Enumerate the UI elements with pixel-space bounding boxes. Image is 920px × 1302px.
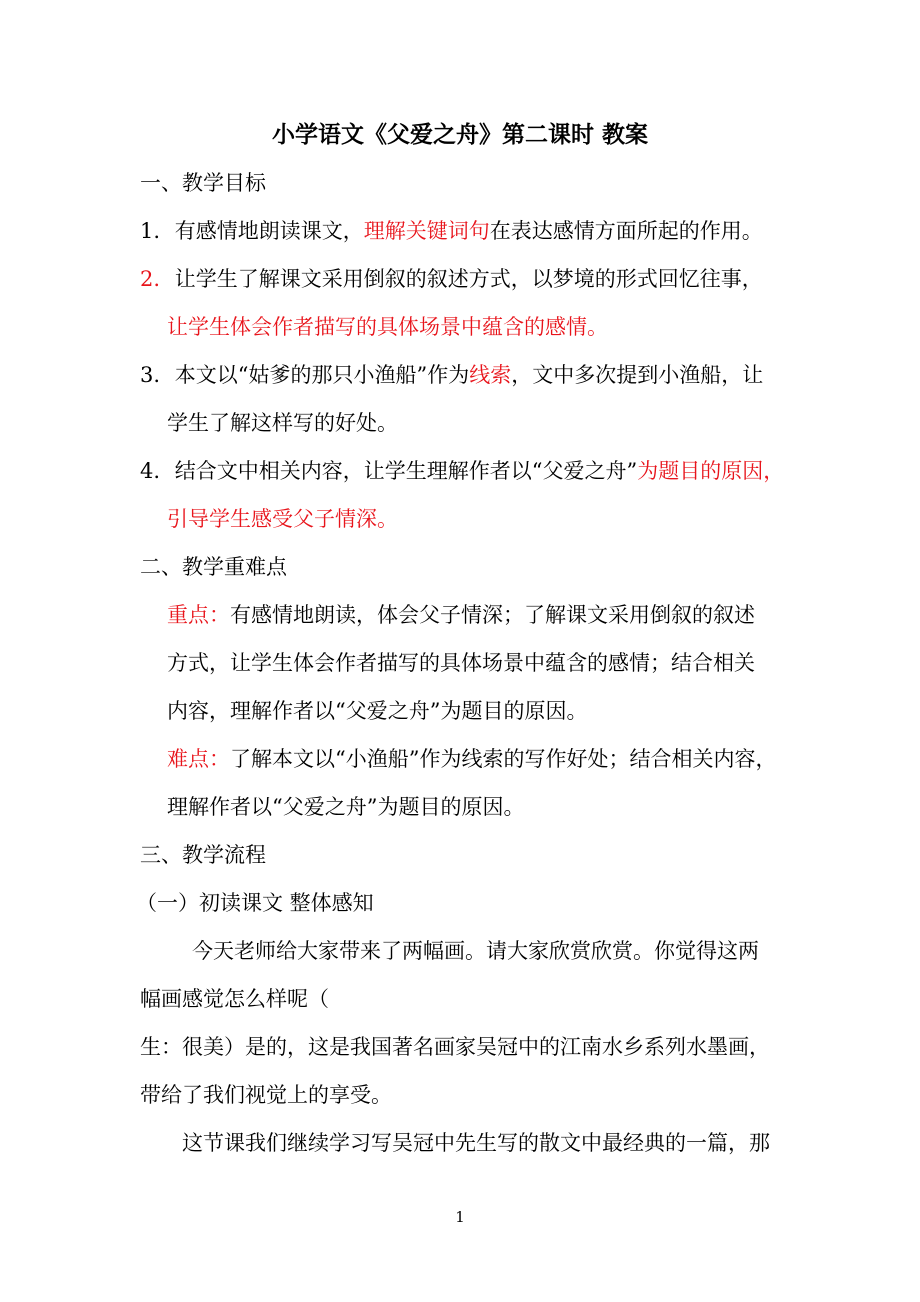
subsection-1-heading: （一）初读课文 整体感知 xyxy=(136,891,374,915)
paragraph-1-line2: 幅画感觉怎么样呢（ xyxy=(140,987,329,1011)
objective-3-number: 3. xyxy=(140,363,161,387)
objective-4-highlight: 为题目的原因， xyxy=(637,459,785,483)
objective-2-line1: 让学生了解课文采用倒叙的叙述方式，以梦境的形式回忆往事， xyxy=(174,267,763,291)
page-number: 1 xyxy=(455,1208,465,1226)
section2-heading: 二、教学重难点 xyxy=(140,555,287,579)
objective-4-text-a: 结合文中相关内容，让学生理解作者以“父爱之舟” xyxy=(174,459,638,483)
difficult-point xyxy=(167,744,776,774)
objective-3-text-a: 本文以“姑爹的那只小渔船”作为 xyxy=(174,363,470,387)
paragraph-1-line4: 带给了我们视觉上的享受。 xyxy=(140,1083,392,1107)
section1-heading: 一、教学目标 xyxy=(140,171,266,195)
objective-2-line2: 让学生体会作者描写的具体场景中蕴含的感情。 xyxy=(167,315,608,339)
objective-2 xyxy=(140,264,763,294)
key-point-line2: 方式，让学生体会作者描写的具体场景中蕴含的感情；结合相关 xyxy=(167,651,755,675)
key-point-label: 重点： xyxy=(167,603,230,627)
objective-1-highlight: 理解关键词句 xyxy=(363,219,490,243)
objective-3-line2: 学生了解这样写的好处。 xyxy=(167,411,398,435)
objective-4-number: 4. xyxy=(140,459,161,483)
objective-3-highlight: 线索 xyxy=(469,363,512,387)
difficult-point-line2: 理解作者以“父爱之舟”为题目的原因。 xyxy=(167,795,525,819)
difficult-point-line1: 了解本文以“小渔船”作为线索的写作好处；结合相关内容， xyxy=(230,747,777,771)
difficult-point-label: 难点： xyxy=(167,747,230,771)
section3-heading: 三、教学流程 xyxy=(140,843,266,867)
page-title: 小学语文《父爱之舟》第二课时 教案 xyxy=(271,121,648,148)
paragraph-1-line3: 生：很美）是的，这是我国著名画家吴冠中的江南水乡系列水墨画， xyxy=(140,1035,770,1059)
objective-2-number: 2. xyxy=(140,267,161,291)
objective-1-text-a: 有感情地朗读课文， xyxy=(174,219,364,243)
key-point-line3: 内容，理解作者以“父爱之舟”为题目的原因。 xyxy=(167,699,588,723)
key-point xyxy=(167,600,755,630)
objective-1-number: 1. xyxy=(140,219,161,243)
objective-3 xyxy=(140,360,763,390)
paragraph-2-line1: 这节课我们继续学习写吴冠中先生写的散文中最经典的一篇，那 xyxy=(182,1131,770,1155)
objective-4 xyxy=(140,456,784,486)
objective-4-line2: 引导学生感受父子情深。 xyxy=(167,507,398,531)
objective-1-text-c: 在表达感情方面所起的作用。 xyxy=(489,219,763,243)
objective-1 xyxy=(140,216,763,246)
paragraph-1-line1: 今天老师给大家带来了两幅画。请大家欣赏欣赏。你觉得这两 xyxy=(192,939,759,963)
key-point-line1: 有感情地朗读，体会父子情深；了解课文采用倒叙的叙述 xyxy=(230,603,755,627)
objective-3-text-c: ，文中多次提到小渔船，让 xyxy=(511,363,764,387)
